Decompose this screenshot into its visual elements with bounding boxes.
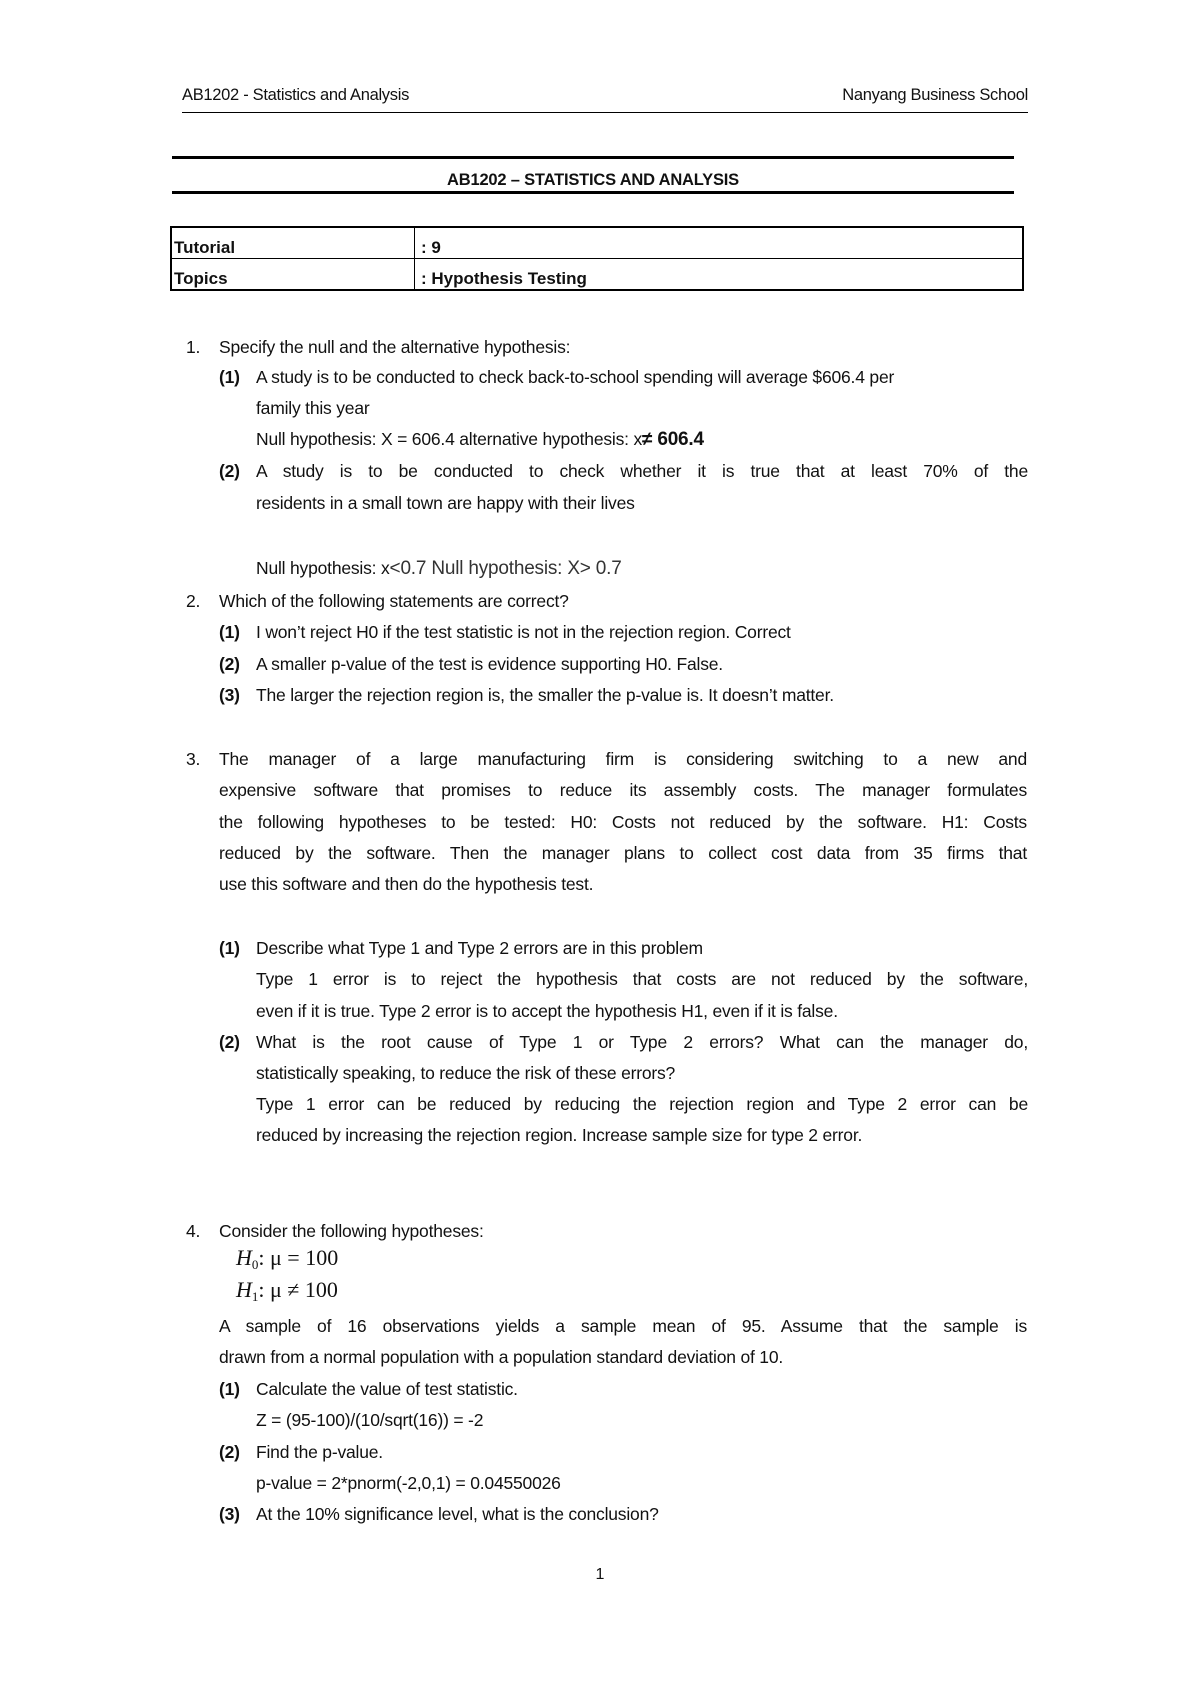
q3-p2-question: What is the root cause of Type 1 or Type 2 errors? What can the manager do,	[256, 1032, 1028, 1052]
tutorial-info-table	[170, 226, 1024, 291]
h0-symbol: H	[236, 1245, 252, 1270]
q3-p2-question: statistically speaking, to reduce the risk of these errors?	[256, 1063, 676, 1083]
header-school: Nanyang Business School	[842, 86, 1028, 104]
q4-item-text: At the 10% significance level, what is the conclusion?	[256, 1504, 659, 1524]
q2-item-label: (2)	[219, 654, 240, 674]
page-header	[182, 86, 1028, 113]
h0-subscript: 0	[251, 1257, 259, 1272]
q3-p1-question: Describe what Type 1 and Type 2 errors are in this problem	[256, 938, 703, 958]
q1-p1-answer-text: Null hypothesis: X = 606.4 alternative hypothesis: x	[256, 429, 643, 449]
q3-line: reduced by the software. Then the manager plans to collect cost data from 35 firms that	[219, 843, 1027, 863]
q1-p1-line: family this year	[256, 398, 370, 418]
q1-p2-line-emph: at least 70% of the	[840, 461, 1028, 481]
q4-item-label: (3)	[219, 1504, 240, 1524]
q3-line: the following hypotheses to be tested: H0: Costs not reduced by the software. H1: Costs	[219, 812, 1027, 832]
q4-item-answer: Z = (95-100)/(10/sqrt(16)) = -2	[256, 1410, 484, 1430]
q2-item-text: A smaller p-value of the test is evidence supporting H0. False.	[256, 654, 723, 674]
q3-p2-answer: Type 1 error can be reduced by reducing the rejection region and Type 2 error can be	[256, 1094, 1028, 1114]
title-rule-bottom	[172, 191, 1014, 194]
document-title: AB1202 – STATISTICS AND ANALYSIS	[447, 171, 739, 189]
q3-p2-label: (2)	[219, 1032, 240, 1052]
q4-item-text: Find the p-value.	[256, 1442, 383, 1462]
q3-number: 3.	[186, 749, 201, 769]
q1-p2-answer-text: Null hypothesis: x	[256, 558, 390, 578]
q3-line: use this software and then do the hypothesis test.	[219, 874, 594, 894]
q1-p2-line	[256, 460, 1028, 482]
q2-item-text: I won’t reject H0 if the test statistic is not in the rejection region. Correct	[256, 622, 791, 642]
h1-symbol: H	[236, 1277, 252, 1302]
q4-number: 4.	[186, 1221, 201, 1241]
q2-item-label: (1)	[219, 622, 240, 642]
topics-value: : Hypothesis Testing	[415, 259, 1024, 291]
h1-subscript: 1	[251, 1289, 259, 1304]
table-row	[171, 259, 1023, 291]
header-course: AB1202 - Statistics and Analysis	[182, 86, 410, 104]
q4-item-label: (2)	[219, 1442, 240, 1462]
q4-line: drawn from a normal population with a population standard deviation of 10.	[219, 1347, 784, 1367]
q1-p1-line: A study is to be conducted to check back-to-school spending will average $606.4 per	[256, 367, 895, 387]
q3-p1-answer: Type 1 error is to reject the hypothesis that costs are not reduced by the software,	[256, 969, 1028, 989]
topics-label: Topics	[171, 259, 415, 291]
q1-number: 1.	[186, 337, 201, 357]
table-row	[171, 227, 1023, 259]
q1-p2-line-text: A study is to be conducted to check whether it is true that	[256, 461, 825, 481]
q4-item-label: (1)	[219, 1379, 240, 1399]
q1-text: Specify the null and the alternative hypothesis:	[219, 337, 571, 357]
q2-text: Which of the following statements are correct?	[219, 591, 569, 611]
tutorial-label: Tutorial	[171, 227, 415, 259]
q3-p1-answer: even if it is true. Type 2 error is to accept the hypothesis H1, even if it is false.	[256, 1001, 838, 1021]
q1-p1-label: (1)	[219, 367, 240, 387]
tutorial-value: : 9	[415, 227, 1024, 259]
q1-p2-label: (2)	[219, 461, 240, 481]
q4-item-answer: p-value = 2*pnorm(-2,0,1) = 0.04550026	[256, 1473, 561, 1493]
q2-item-text: The larger the rejection region is, the smaller the p-value is. It doesn’t matter.	[256, 685, 834, 705]
title-rule-top	[172, 156, 1014, 159]
q3-p2-answer: reduced by increasing the rejection region. Increase sample size for type 2 error.	[256, 1125, 863, 1145]
q4-text: Consider the following hypotheses:	[219, 1221, 484, 1241]
q2-item-label: (3)	[219, 685, 240, 705]
q2-number: 2.	[186, 591, 201, 611]
q1-p1-answer	[256, 428, 704, 451]
q1-p2-answer	[256, 557, 622, 580]
q3-line: expensive software that promises to reduce its assembly costs. The manager formulates	[219, 780, 1027, 800]
q3-line: The manager of a large manufacturing firm is considering switching to a new and	[219, 749, 1027, 769]
q3-p1-label: (1)	[219, 938, 240, 958]
q4-item-text: Calculate the value of test statistic.	[256, 1379, 518, 1399]
page-number: 1	[595, 1566, 605, 1583]
h0-relation: : μ = 100	[258, 1245, 339, 1270]
q1-p2-answer-value: <0.7 Null hypothesis: X> 0.7	[389, 558, 622, 579]
q1-p2-line: residents in a small town are happy with their lives	[256, 493, 635, 513]
alternative-hypothesis-formula	[236, 1277, 338, 1310]
q4-line: A sample of 16 observations yields a sample mean of 95. Assume that the sample is	[219, 1316, 1027, 1336]
q1-p1-answer-value: ≠ 606.4	[642, 429, 704, 450]
null-hypothesis-formula	[236, 1245, 338, 1278]
h1-relation: : μ ≠ 100	[258, 1277, 338, 1302]
